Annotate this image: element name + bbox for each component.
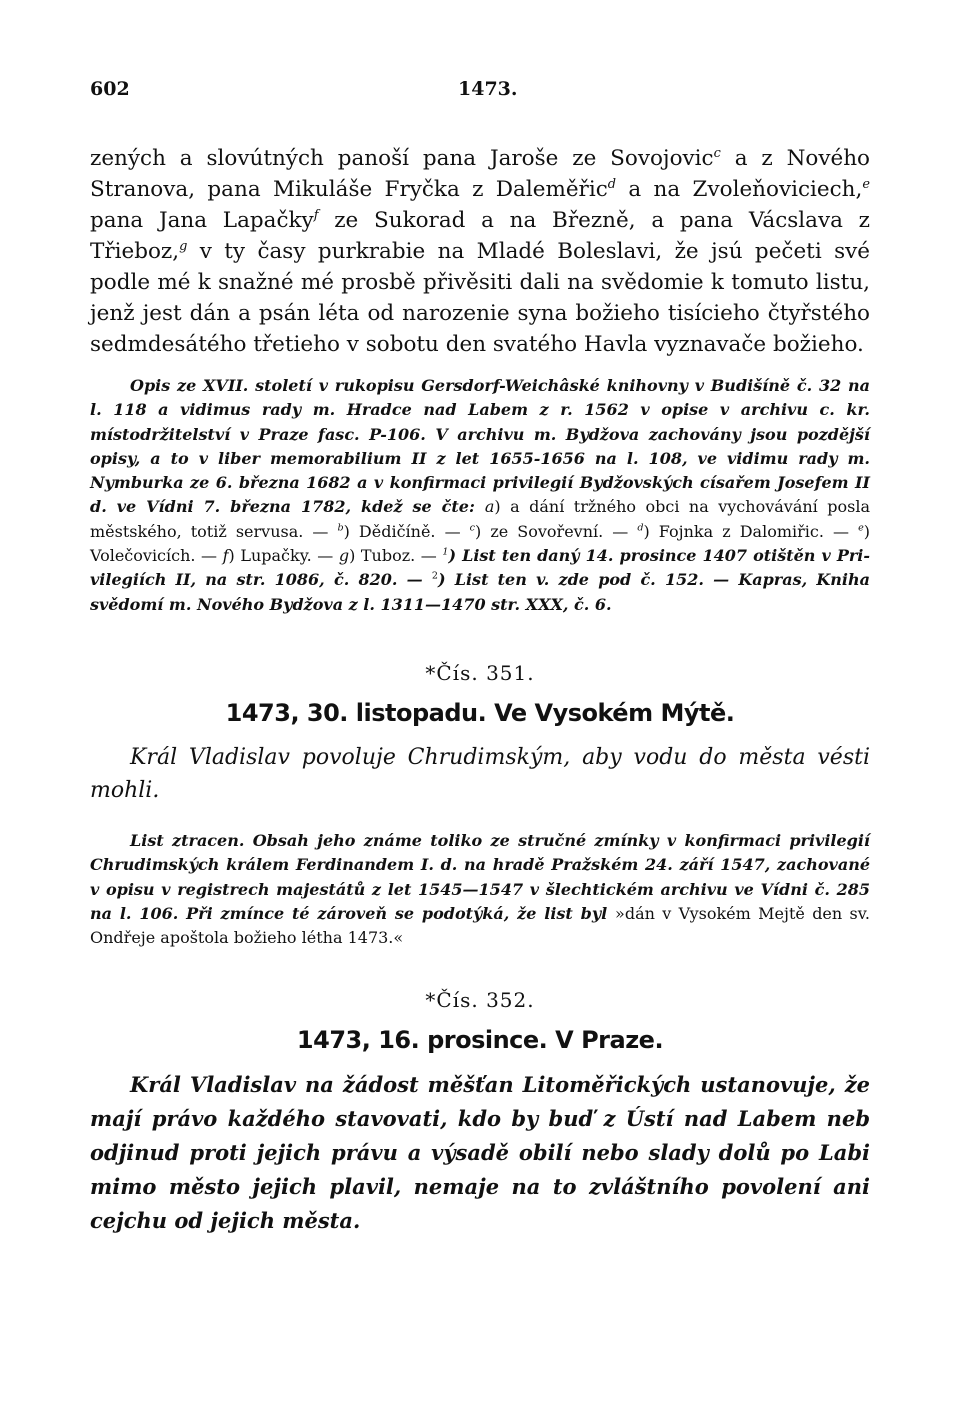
note-text: Opis ze XVII. století v rukopisu Gersdorf-Weichâské knihovny v Budišíně č. 32 na l. 118 a vidimus rady m. Hradce nad Labem z r. 1562 v opise v archivu c. kr. místodržitelství v Praze fasc. P-106. V archivu m. Bydžova zachovány jsou pozdější opisy, a to v liber memorabilium II z let 1655-1656 na l. 108, ve vidimu rady m. Nymburka ze 6. března 1682 a v konfirmaci privilegií Bydžovských císařem Josefem II d. ve Vídni 7. března 1782, kdež se čte: [90,376,870,517]
entry-note [90,829,870,950]
note-text: ) List ten daný 14. prosince 1407 otištěn v Privilegiích II, na str. 1086, č. 820. — [90,546,870,590]
entry-summary: Král Vladislav na žádost měšťan Litoměřických ustanovuje, že mají právo každého stavovati, kdo by buď z Ústí nad Labem neb odjinud proti jejich právu a výsadě obilí nebo slady dolů po Labi mimo město jejich plavil, nemaje na to zvláštního povolení ani cejchu od jejich města. [90,1072,870,1234]
entry-number: *Čís. 351. [425,660,535,685]
note-text: ) a dání tržného obci na vychovávání posla městského, totiž servusa. — [90,497,870,541]
note-label: f [222,546,229,566]
text-fragment: pana Jana Lapačky [90,208,314,233]
note-label: c [469,522,476,534]
source-note [90,374,870,617]
document-page [90,78,870,1238]
note-label: e [858,522,864,534]
note-text: ) List ten v. zde pod č. 152. — Kapras, Kniha svědomí m. Nového Bydžova z l. 1311—1470 str. XXX, č. 6. [90,570,870,614]
text-fragment: a z Nového Stranova, pana Mikuláše Fryčka z Daleměřic [90,146,870,202]
page-number: 602 [90,78,130,100]
header-year: 1473. [458,78,518,100]
entry-number: *Čís. 352. [425,988,535,1013]
note-label: 1 [442,546,449,558]
note-text: ) Tuboz. — [349,546,443,566]
note-label: a [484,497,495,517]
note-text: ) ze Sovořevní. — [475,521,638,541]
note-text: ) Fojnka z Dalomiřic. — [643,521,859,541]
note-text: ) Dědičíně. — [343,521,470,541]
footnote-marker: f [313,207,319,223]
text-fragment: zených a slovútných panoší pana Jaroše ze Sovojovic [90,146,714,171]
footnote-marker: g [179,238,188,254]
footnote-marker: e [862,176,870,192]
note-label: 2 [431,571,438,583]
note-label: g [338,546,350,566]
note-text: ) Lupačky. — [228,546,339,566]
entry-date: 1473, 16. prosince. V Praze. [296,1026,664,1055]
note-text: ) Volečovicích. — [90,521,870,566]
footnote-marker: d [607,176,617,192]
entry-date: 1473, 30. listopadu. Ve Vysokém Mýtě. [225,698,735,727]
text-fragment: a na Zvoleňoviciech, [616,177,863,202]
text-fragment: v ty časy purkrabie na Mladé Boleslavi, že jsú pečeti své podle mé k snažné mé prosbě přivěsiti dali na svědomie k tomuto listu, jenž jest dán a psán léta od narozenie syna božieho tisícieho čtyřstého sedmdesátého třetieho v sobotu den svatého Havla vyznavače božieho. [90,239,870,357]
text-fragment: ze Sukorad a na Březně, a pana Vácslava z Třieboz, [90,208,870,264]
note-label: d [637,522,644,534]
note-label: b [337,522,344,534]
continuation-paragraph [90,143,870,360]
entry-summary: Král Vladislav povoluje Chrudimským, aby vodu do města vésti mohli. [90,744,870,803]
footnote-marker: c [713,145,721,161]
note-text: List ztracen. Obsah jeho známe toliko ze stručné zmínky v konfirmaci privilegií Chrudimských králem Ferdinandem I. d. na hradě Pražském 24. září 1547, zachované v opisu v registrech majestátů z let 1545—1547 v šlechtickém archivu ve Vídni č. 285 na l. 106. Při zmínce té zároveň se podotýká, že list byl [90,830,870,923]
running-header [90,78,870,108]
quoted-text: »dán v Vysokém Mejtě den sv. Ondřeje apoštola božieho létha 1473.« [90,903,870,948]
